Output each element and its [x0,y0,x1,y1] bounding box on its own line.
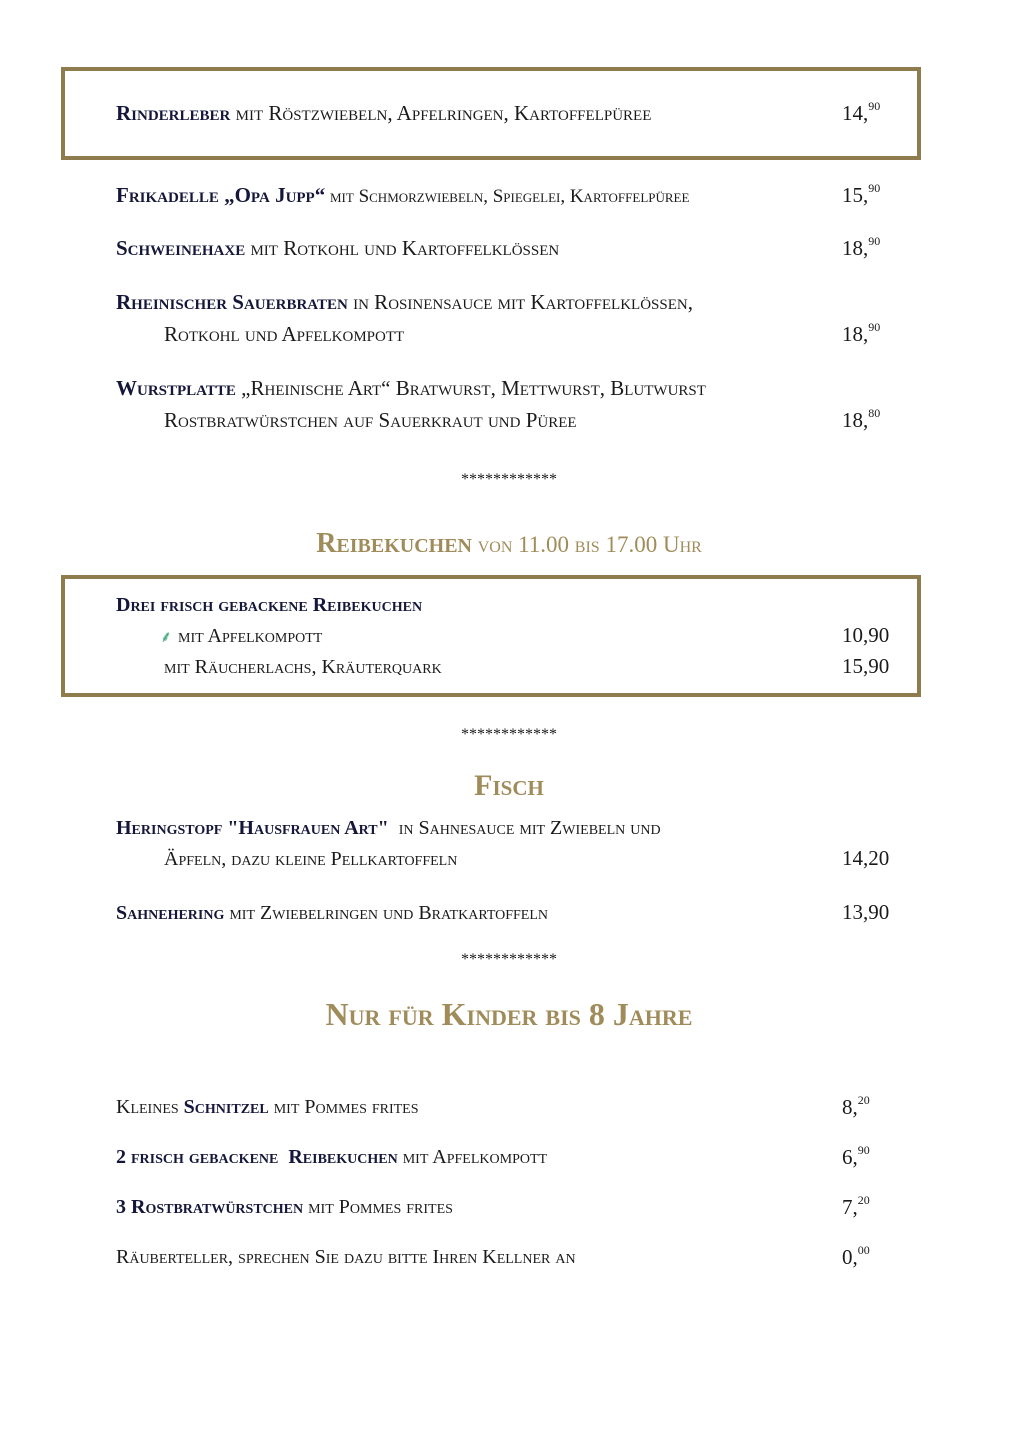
menu-item [116,375,906,401]
price: 15,90 [842,654,890,678]
dish-name: Rinderleber [116,101,231,125]
separator: ************ [461,951,557,968]
dish-name: Rheinischer Sauerbraten [116,290,348,314]
price: 8,20 [842,1093,870,1119]
price: 18,90 [842,320,881,346]
price: 0,00 [842,1243,870,1269]
dish-desc: in Rosinensauce mit Kartoffelklößen, [347,290,693,314]
price: 14,20 [842,846,890,870]
dish-name: Frikadelle „Opa Jupp“ [116,183,326,207]
menu-item [116,1144,906,1170]
menu-item [116,900,906,926]
reibekuchen-title: Drei frisch gebackene Reibekuchen [116,594,423,616]
dish-desc: mit Zwiebelringen und Bratkartoffeln [224,902,549,924]
dish-desc: mit Apfelkompott [397,1146,548,1168]
dish-desc-continued: Rotkohl und Apfelkompott [164,322,405,346]
menu-item [116,1194,906,1220]
section-heading-fisch: Fisch [474,769,544,802]
price: 14,90 [842,99,881,125]
reibekuchen-option: ⸙ mit Apfelkompott [164,623,954,651]
dish-desc: „Rheinische Art“ Bratwurst, Mettwurst, Blutwurst [235,376,706,400]
price: 10,90 [842,623,890,647]
dish-name: Schnitzel [183,1096,269,1118]
dish-name: Sahnehering [116,902,225,924]
dish-desc: mit Pommes frites [303,1196,453,1218]
price: 7,20 [842,1193,870,1219]
menu-item [116,1244,906,1270]
tree-icon: ⸙ [160,629,173,646]
menu-item [116,182,906,210]
dish-desc: Räuberteller, sprechen Sie dazu bitte Ihren Kellner an [116,1246,576,1268]
menu-item: Kleines Schnitzel mit Pommes frites [116,1096,419,1118]
dish-desc-continued: Äpfeln, dazu kleine Pellkartoffeln [164,848,458,870]
menu-item [116,815,906,841]
menu-item [116,235,906,261]
dish-desc: mit Schmorzwiebeln, Spiegelei, Kartoffelpüree [325,186,690,207]
price: 6,90 [842,1143,870,1169]
dish-desc-continued: Rostbratwürstchen auf Sauerkraut und Püree [164,408,577,432]
dish-desc: in Sahnesauce mit Zwiebeln und [388,817,661,839]
separator: ************ [461,471,557,488]
section-heading-kinder: Nur für Kinder bis 8 Jahre [325,996,693,1032]
dish-desc: mit Rotkohl und Kartoffelklößen [245,236,560,260]
section-heading-reibekuchen: Reibekuchen von 11.00 bis 17.00 Uhr [316,528,702,559]
price: 18,80 [842,406,881,432]
menu-item [116,100,906,126]
price: 18,90 [842,234,881,260]
price: 13,90 [842,900,890,924]
separator: ************ [461,726,557,743]
dish-name: Schweinehaxe [116,236,246,260]
dish-name: 2 frisch gebackene Reibekuchen [116,1146,398,1168]
dish-desc: mit Röstzwiebeln, Apfelringen, Kartoffelpüree [230,101,652,125]
dish-name: Heringstopf "Hausfrauen Art" [116,817,389,839]
dish-name: Wurstplatte [116,376,236,400]
price: 15,90 [842,181,881,207]
dish-desc: mit Pommes frites [268,1096,419,1118]
dish-name: 3 Rostbratwürstchen [116,1196,304,1218]
menu-item [116,289,906,315]
reibekuchen-option: mit Räucherlachs, Kräuterquark [164,656,442,678]
